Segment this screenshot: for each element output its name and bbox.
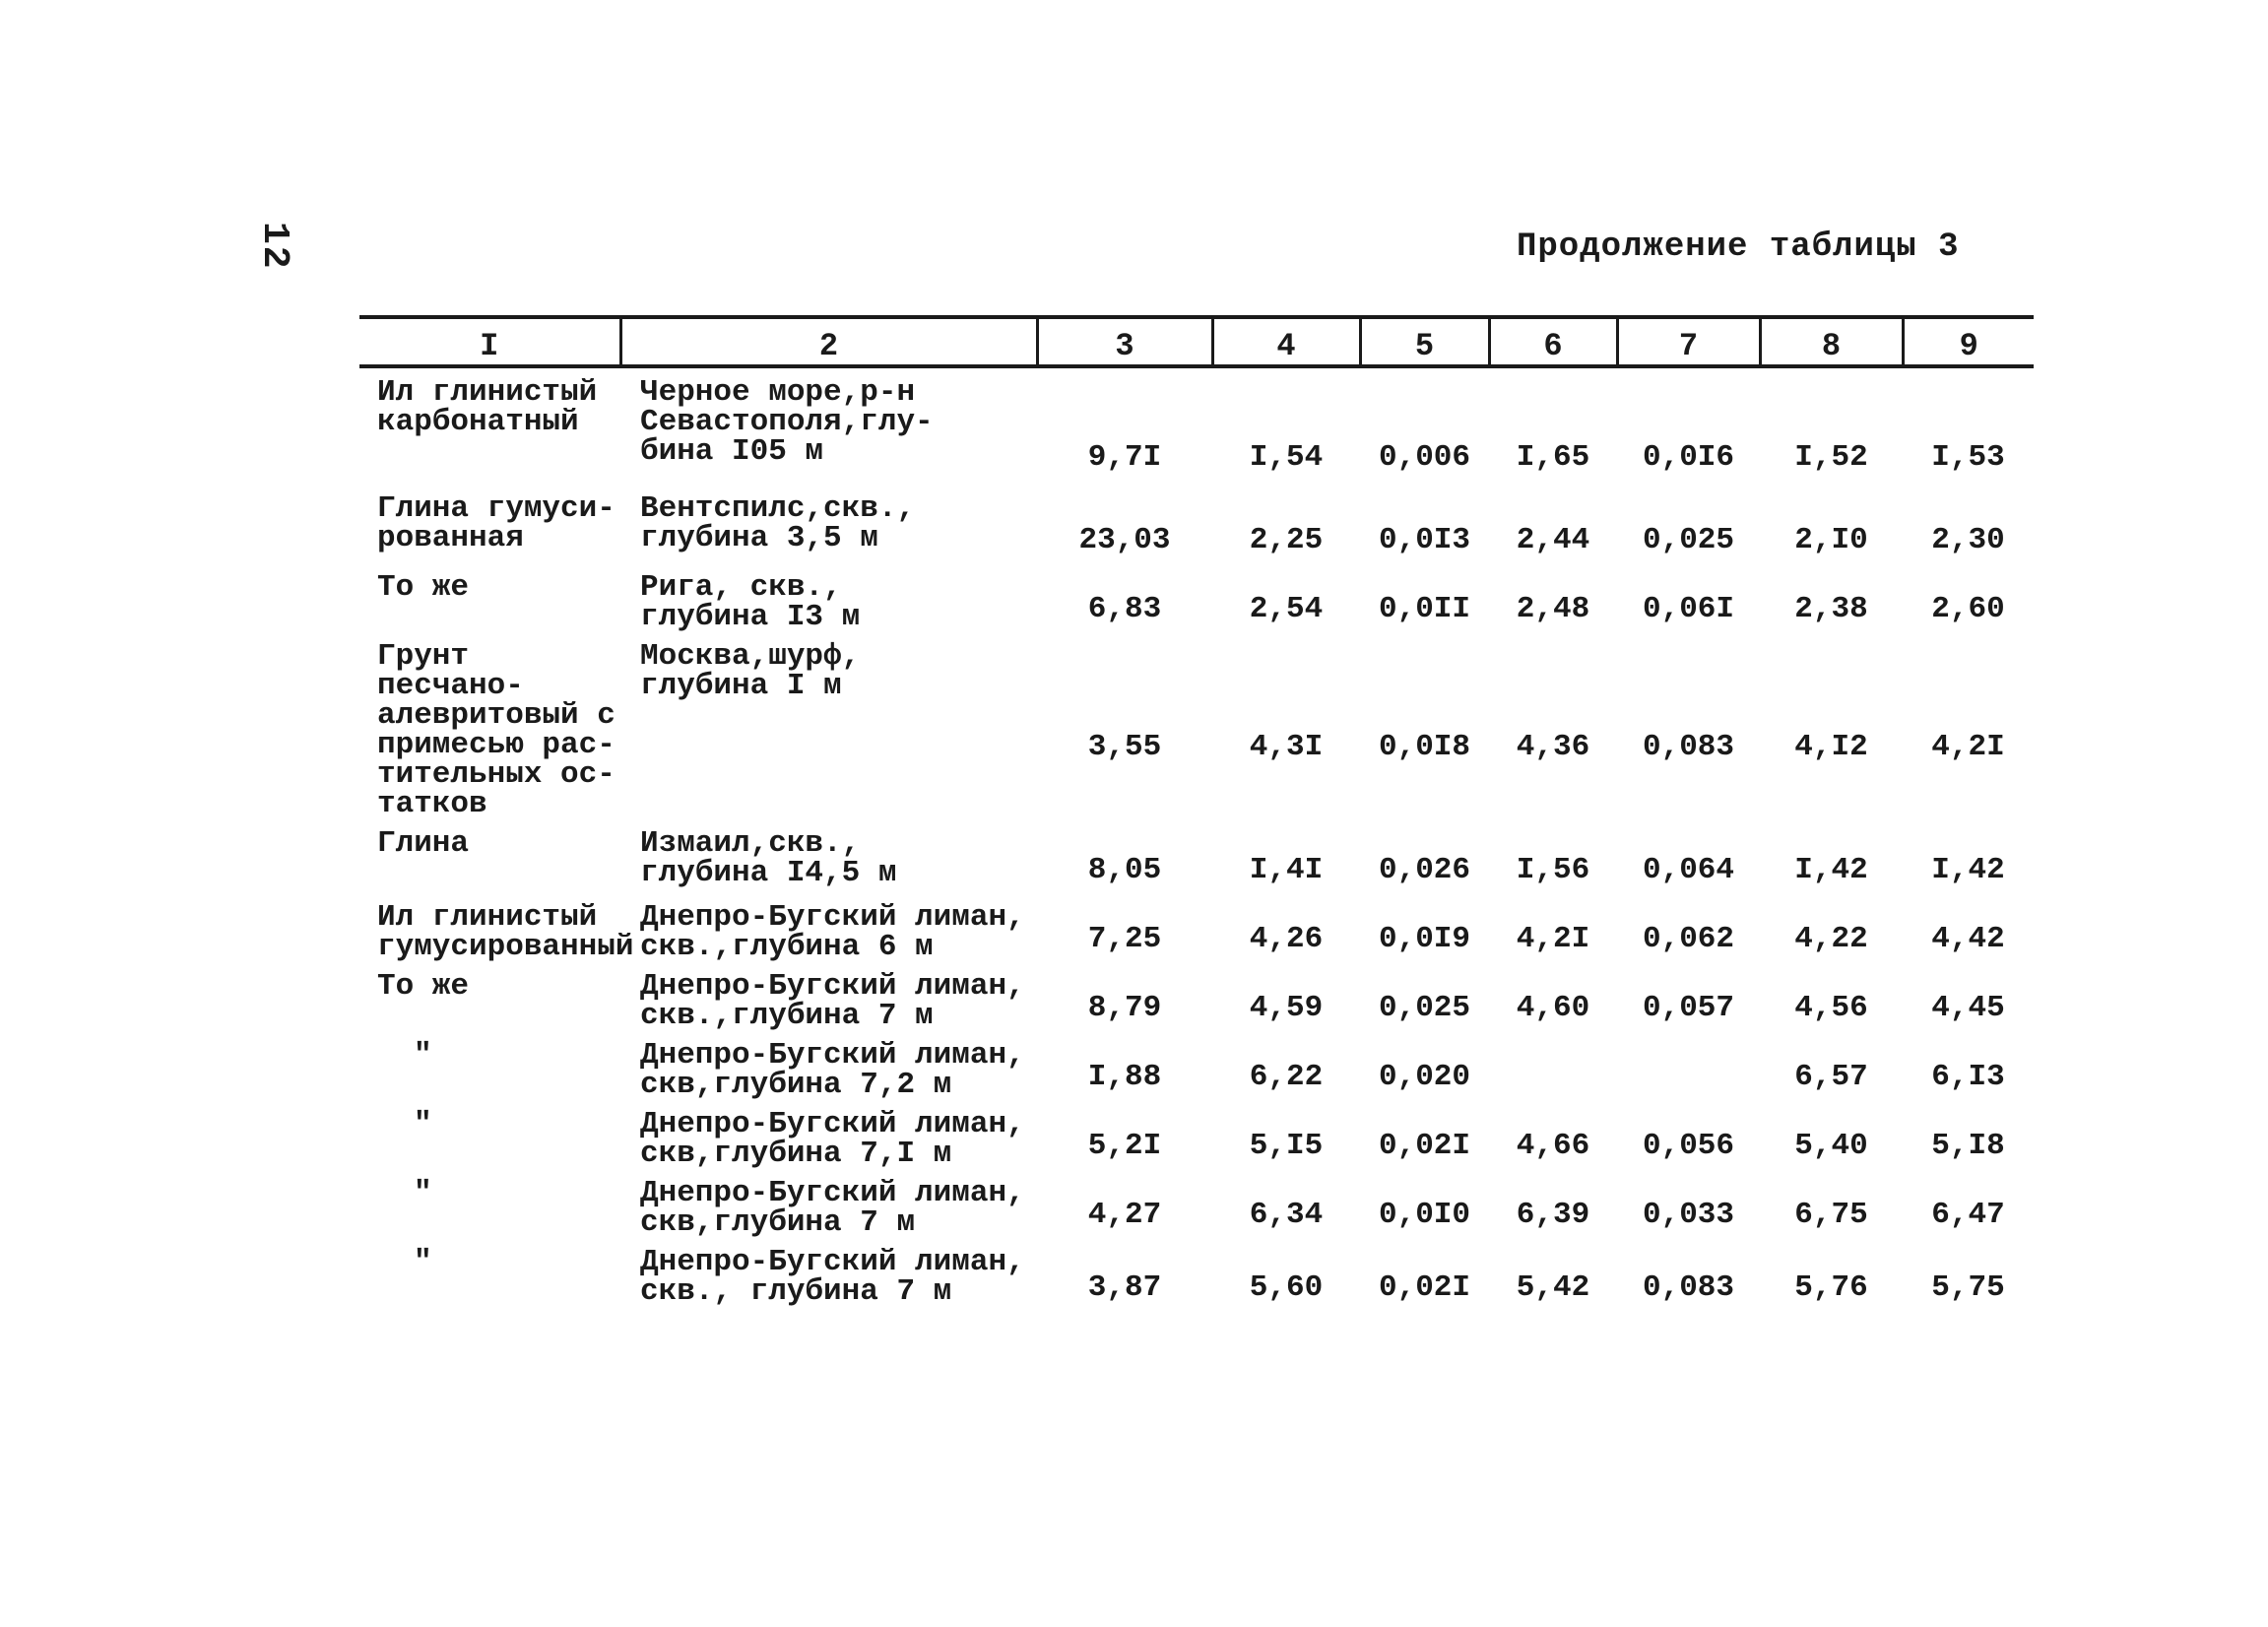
cell-value-col7: 0,062 bbox=[1642, 922, 1734, 956]
table-caption: Продолжение таблицы 3 bbox=[1517, 228, 1960, 266]
cell-value-col8: 2,38 bbox=[1794, 592, 1868, 626]
cell-value-col7: 0,06I bbox=[1642, 592, 1734, 626]
cell-value-col3: 5,2I bbox=[1087, 1129, 1162, 1163]
cell-soil-type: " bbox=[414, 1245, 432, 1279]
cell-value-col7: 0,083 bbox=[1642, 730, 1734, 764]
table-row bbox=[359, 1031, 2034, 1100]
table-row bbox=[359, 893, 2034, 962]
table-row bbox=[359, 485, 2034, 563]
cell-value-col4: 4,59 bbox=[1249, 991, 1324, 1025]
cell-value-col3: I,88 bbox=[1087, 1060, 1162, 1094]
cell-value-col8: 6,57 bbox=[1794, 1060, 1868, 1094]
cell-value-col3: 8,79 bbox=[1087, 991, 1162, 1025]
table-row bbox=[359, 962, 2034, 1031]
cell-soil-type: " bbox=[414, 1107, 432, 1141]
cell-value-col9: 5,75 bbox=[1931, 1270, 2005, 1305]
cell-value-col6: 2,48 bbox=[1516, 592, 1590, 626]
cell-value-col3: 7,25 bbox=[1087, 922, 1162, 956]
cell-soil-type: Глина bbox=[377, 826, 470, 861]
column-header: I bbox=[359, 319, 620, 366]
cell-value-col5: 0,02I bbox=[1378, 1270, 1470, 1305]
cell-value-col5: 0,0I0 bbox=[1378, 1198, 1470, 1232]
cell-location: Днепро-Бугский лиман, скв,глубина 7 м bbox=[640, 1176, 1025, 1240]
cell-value-col7: 0,056 bbox=[1642, 1129, 1734, 1163]
column-header: 4 bbox=[1212, 319, 1360, 366]
cell-value-col7: 0,025 bbox=[1642, 523, 1734, 557]
cell-soil-type: Ил глинистый гумусированный bbox=[377, 900, 634, 964]
cell-value-col6: I,65 bbox=[1516, 440, 1590, 475]
cell-value-col4: 2,54 bbox=[1249, 592, 1324, 626]
cell-value-col9: I,42 bbox=[1931, 853, 2005, 887]
column-header: 2 bbox=[620, 319, 1037, 366]
cell-value-col6: 6,39 bbox=[1516, 1198, 1590, 1232]
cell-value-col3: 4,27 bbox=[1087, 1198, 1162, 1232]
cell-value-col9: 6,47 bbox=[1931, 1198, 2005, 1232]
table-row bbox=[359, 632, 2034, 819]
cell-soil-type: " bbox=[414, 1038, 432, 1073]
table-row bbox=[359, 1100, 2034, 1169]
cell-value-col7: 0,033 bbox=[1642, 1198, 1734, 1232]
cell-value-col8: 5,76 bbox=[1794, 1270, 1868, 1305]
table-header-row bbox=[359, 319, 2034, 366]
cell-value-col5: 0,0I8 bbox=[1378, 730, 1470, 764]
cell-value-col9: 5,I8 bbox=[1931, 1129, 2005, 1163]
cell-value-col8: 6,75 bbox=[1794, 1198, 1868, 1232]
cell-location: Днепро-Бугский лиман, скв., глубина 7 м bbox=[640, 1245, 1025, 1309]
cell-location: Черное море,р-н Севастополя,глу- бина I05 м bbox=[640, 375, 934, 469]
cell-value-col9: 2,30 bbox=[1931, 523, 2005, 557]
cell-soil-type: То же bbox=[377, 570, 470, 605]
cell-soil-type: Ил глинистый карбонатный bbox=[377, 375, 598, 439]
cell-value-col7 bbox=[1617, 1031, 1760, 1100]
cell-location: Днепро-Бугский лиман, скв,глубина 7,2 м bbox=[640, 1038, 1025, 1102]
table-row bbox=[359, 1169, 2034, 1238]
cell-value-col4: I,54 bbox=[1249, 440, 1324, 475]
cell-value-col8: 5,40 bbox=[1794, 1129, 1868, 1163]
cell-value-col5: 0,026 bbox=[1378, 853, 1470, 887]
cell-value-col8: I,52 bbox=[1794, 440, 1868, 475]
cell-value-col6 bbox=[1489, 1031, 1617, 1100]
cell-value-col8: 2,I0 bbox=[1794, 523, 1868, 557]
cell-value-col4: 2,25 bbox=[1249, 523, 1324, 557]
cell-location: Москва,шурф, глубина I м bbox=[640, 639, 861, 703]
cell-value-col5: 0,0II bbox=[1378, 592, 1470, 626]
cell-value-col8: 4,I2 bbox=[1794, 730, 1868, 764]
cell-value-col9: 4,45 bbox=[1931, 991, 2005, 1025]
cell-value-col9: 4,42 bbox=[1931, 922, 2005, 956]
cell-value-col4: 6,22 bbox=[1249, 1060, 1324, 1094]
page-number: 12 bbox=[253, 222, 295, 271]
cell-soil-type: Грунт песчано- алевритовый с примесью рас- тительных ос- татков bbox=[377, 639, 616, 821]
cell-value-col9: 4,2I bbox=[1931, 730, 2005, 764]
cell-value-col3: 8,05 bbox=[1087, 853, 1162, 887]
data-table bbox=[359, 319, 2034, 1307]
cell-value-col5: 0,0I3 bbox=[1378, 523, 1470, 557]
table-row bbox=[359, 366, 2034, 485]
cell-value-col4: 6,34 bbox=[1249, 1198, 1324, 1232]
cell-location: Днепро-Бугский лиман, скв,глубина 7,I м bbox=[640, 1107, 1025, 1171]
column-header: 6 bbox=[1489, 319, 1617, 366]
column-header: 8 bbox=[1760, 319, 1903, 366]
cell-value-col4: I,4I bbox=[1249, 853, 1324, 887]
cell-value-col4: 5,60 bbox=[1249, 1270, 1324, 1305]
cell-value-col6: 4,2I bbox=[1516, 922, 1590, 956]
cell-value-col9: I,53 bbox=[1931, 440, 2005, 475]
cell-value-col5: 0,006 bbox=[1378, 440, 1470, 475]
cell-value-col3: 3,87 bbox=[1087, 1270, 1162, 1305]
cell-value-col6: 2,44 bbox=[1516, 523, 1590, 557]
cell-value-col5: 0,020 bbox=[1378, 1060, 1470, 1094]
cell-location: Вентспилс,скв., глубина 3,5 м bbox=[640, 491, 916, 555]
cell-value-col4: 4,3I bbox=[1249, 730, 1324, 764]
cell-value-col4: 5,I5 bbox=[1249, 1129, 1324, 1163]
table-row bbox=[359, 819, 2034, 893]
cell-location: Измаил,скв., глубина I4,5 м bbox=[640, 826, 897, 890]
cell-value-col8: 4,22 bbox=[1794, 922, 1868, 956]
data-table-container bbox=[359, 315, 2034, 1307]
cell-value-col7: 0,0I6 bbox=[1642, 440, 1734, 475]
cell-value-col7: 0,057 bbox=[1642, 991, 1734, 1025]
cell-value-col6: 4,60 bbox=[1516, 991, 1590, 1025]
cell-value-col3: 6,83 bbox=[1087, 592, 1162, 626]
cell-value-col6: 4,36 bbox=[1516, 730, 1590, 764]
column-header: 7 bbox=[1617, 319, 1760, 366]
cell-value-col4: 4,26 bbox=[1249, 922, 1324, 956]
cell-value-col6: 4,66 bbox=[1516, 1129, 1590, 1163]
cell-value-col8: 4,56 bbox=[1794, 991, 1868, 1025]
cell-soil-type: Глина гумуси- рованная bbox=[377, 491, 616, 555]
cell-value-col3: 23,03 bbox=[1078, 523, 1171, 557]
table-row bbox=[359, 563, 2034, 632]
cell-value-col7: 0,083 bbox=[1642, 1270, 1734, 1305]
cell-value-col7: 0,064 bbox=[1642, 853, 1734, 887]
cell-soil-type: То же bbox=[377, 969, 470, 1004]
cell-location: Рига, скв., глубина I3 м bbox=[640, 570, 861, 634]
cell-value-col5: 0,025 bbox=[1378, 991, 1470, 1025]
table-row bbox=[359, 1238, 2034, 1307]
cell-location: Днепро-Бугский лиман, скв.,глубина 7 м bbox=[640, 969, 1025, 1033]
cell-value-col9: 6,I3 bbox=[1931, 1060, 2005, 1094]
cell-location: Днепро-Бугский лиман, скв.,глубина 6 м bbox=[640, 900, 1025, 964]
cell-value-col8: I,42 bbox=[1794, 853, 1868, 887]
cell-soil-type: " bbox=[414, 1176, 432, 1210]
cell-value-col5: 0,0I9 bbox=[1378, 922, 1470, 956]
column-header: 3 bbox=[1037, 319, 1212, 366]
column-header: 5 bbox=[1360, 319, 1489, 366]
table-body bbox=[359, 366, 2034, 1307]
column-header: 9 bbox=[1903, 319, 2034, 366]
cell-value-col3: 3,55 bbox=[1087, 730, 1162, 764]
cell-value-col5: 0,02I bbox=[1378, 1129, 1470, 1163]
cell-value-col6: I,56 bbox=[1516, 853, 1590, 887]
cell-value-col3: 9,7I bbox=[1087, 440, 1162, 475]
cell-value-col9: 2,60 bbox=[1931, 592, 2005, 626]
cell-value-col6: 5,42 bbox=[1516, 1270, 1590, 1305]
